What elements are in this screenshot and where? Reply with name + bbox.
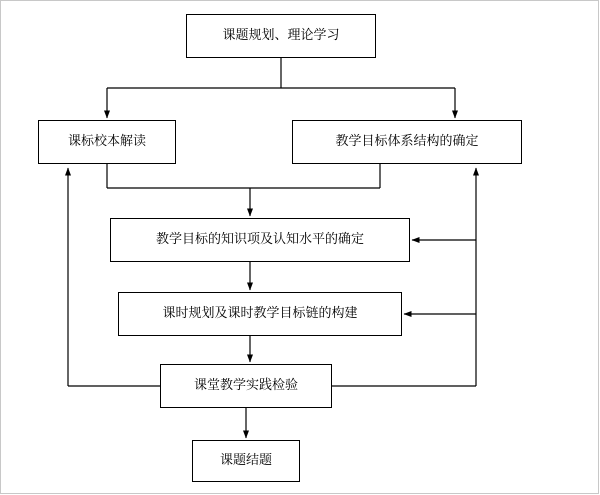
node-topic-planning[interactable] — [186, 14, 376, 58]
node-knowledge-cognition-level[interactable] — [110, 218, 410, 262]
node-conclusion[interactable] — [192, 440, 300, 482]
node-label: 教学目标体系结构的确定 — [335, 134, 479, 150]
edge-n6-n3-feedback — [332, 168, 476, 386]
edge-n1-split — [107, 58, 455, 118]
edge-n3-n4 — [250, 164, 380, 188]
edge-n2-n4 — [107, 164, 250, 216]
node-classroom-practice[interactable] — [160, 364, 332, 408]
node-curriculum-interpretation[interactable] — [38, 120, 176, 164]
edge-n6-n2-feedback — [68, 168, 160, 386]
node-lesson-planning-chain[interactable] — [118, 292, 402, 336]
node-label: 教学目标的知识项及认知水平的确定 — [155, 232, 364, 248]
node-label: 课题结题 — [219, 453, 272, 469]
node-label: 课题规划、理论学习 — [222, 28, 340, 44]
node-label: 课时规划及课时教学目标链的构建 — [162, 306, 358, 322]
node-label: 课堂教学实践检验 — [193, 378, 298, 394]
node-label: 课标校本解读 — [67, 134, 146, 150]
node-objective-system[interactable] — [292, 120, 522, 164]
